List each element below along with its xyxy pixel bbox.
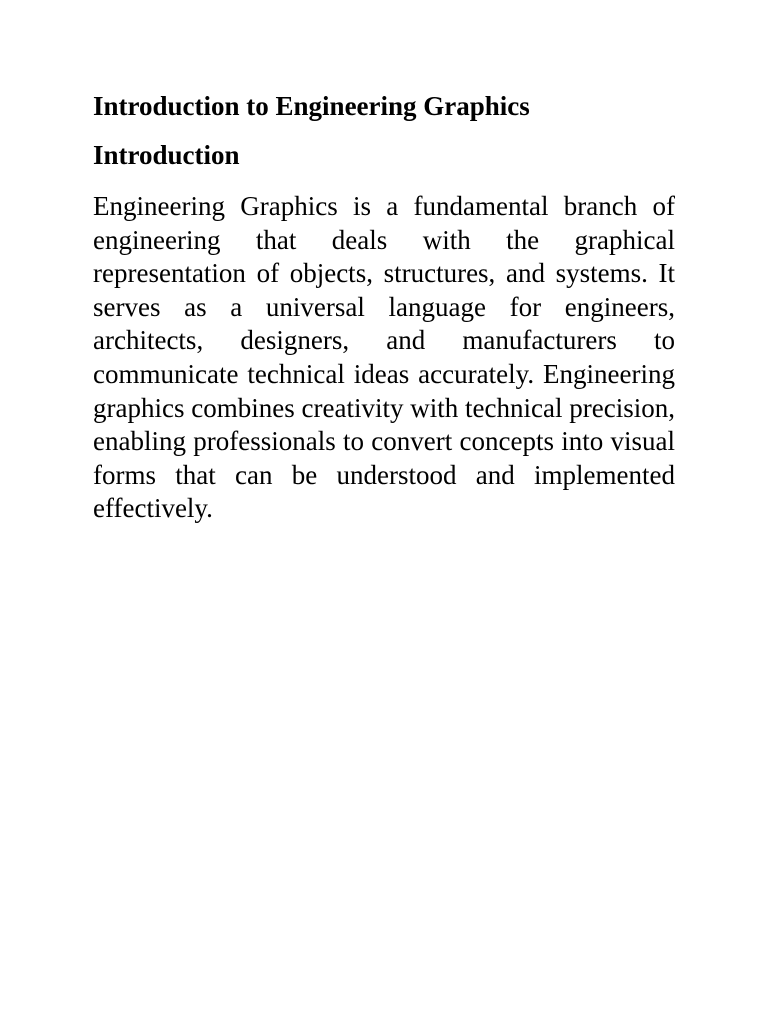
body-paragraph: Engineering Graphics is a fundamental branch of engineering that deals with the graphical representation of objects, structures, and systems. It serves as a universal language for engineers, architects, designers, and manufacturers to communicate technical ideas accurately. Engineering graphics combines creativity with technical precision, enabling professionals to convert concepts into visual forms that can be understood and implemented effectively. (93, 191, 675, 524)
section-heading: Introduction (93, 140, 240, 170)
document-title: Introduction to Engineering Graphics (93, 91, 530, 121)
